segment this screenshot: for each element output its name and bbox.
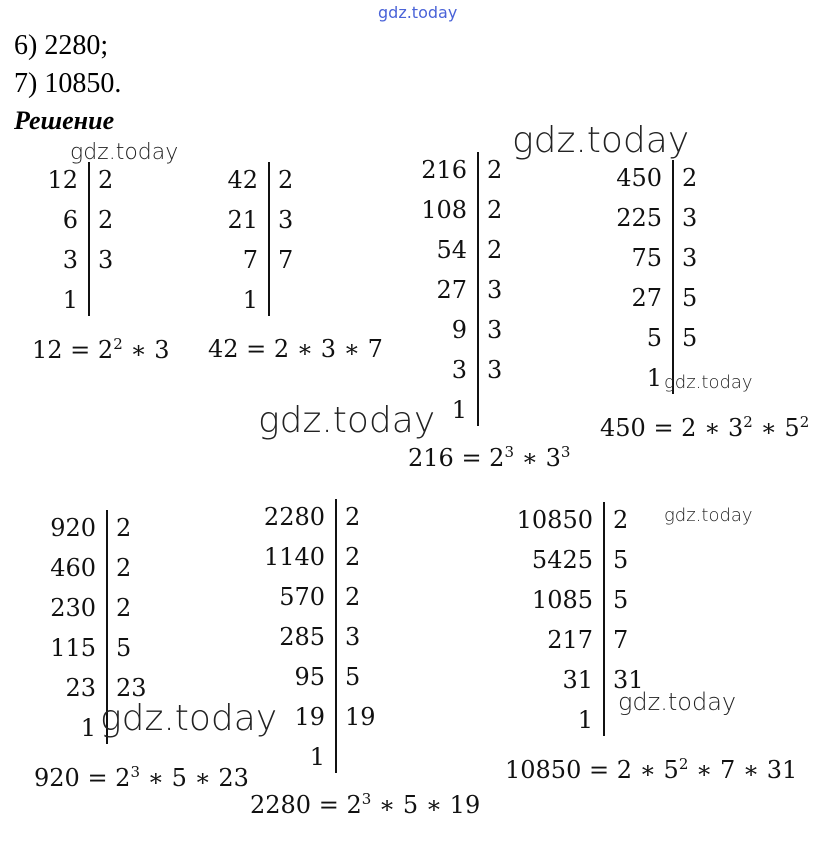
dividend: 460 <box>50 554 96 582</box>
division-line <box>477 152 479 426</box>
divisor: 3 <box>487 316 503 344</box>
divisor: 3 <box>278 206 294 234</box>
divisor: 7 <box>278 246 294 274</box>
dividend: 95 <box>294 663 325 691</box>
dividend: 570 <box>279 583 325 611</box>
dividend: 108 <box>421 196 467 224</box>
divisor: 2 <box>487 236 503 264</box>
divisor: 2 <box>98 206 114 234</box>
dividend: 1 <box>80 714 96 742</box>
dividend: 23 <box>65 674 96 702</box>
dividend: 1 <box>62 286 78 314</box>
divisor: 2 <box>487 196 503 224</box>
dividend: 19 <box>294 703 325 731</box>
dividend: 1 <box>646 364 662 392</box>
dividend: 217 <box>547 626 593 654</box>
divisor: 3 <box>682 204 698 232</box>
dividend: 5 <box>646 324 662 352</box>
division-line <box>603 502 605 736</box>
divisor: 2 <box>682 164 698 192</box>
dividend: 920 <box>50 514 96 542</box>
divisor: 2 <box>278 166 294 194</box>
divisor: 2 <box>613 506 629 534</box>
divisor: 5 <box>116 634 132 662</box>
result-2280: $2280 = 2^3$ ∗ 5 ∗ 19 <box>250 790 481 819</box>
watermark-4: gdz.today <box>258 400 436 441</box>
dividend: 5425 <box>531 546 593 574</box>
divisor: 19 <box>345 703 376 731</box>
divisor: 2 <box>345 503 361 531</box>
dividend: 27 <box>631 284 662 312</box>
dividend: 3 <box>451 356 467 384</box>
solution-heading: Решение <box>14 106 115 135</box>
dividend: 54 <box>436 236 467 264</box>
dividend: 10850 <box>516 506 593 534</box>
dividend: 7 <box>242 246 258 274</box>
dividend: 42 <box>227 166 258 194</box>
dividend: 1085 <box>531 586 593 614</box>
divisor: 5 <box>613 546 629 574</box>
dividend: 1 <box>577 706 593 734</box>
item-7: 7) 10850. <box>14 68 122 99</box>
divisor: 3 <box>682 244 698 272</box>
result-450: 450 = 2 ∗ $3^2$ ∗ $5^2$ <box>600 413 810 442</box>
divisor: 5 <box>682 324 698 352</box>
dividend: 3 <box>62 246 78 274</box>
divisor: 2 <box>116 554 132 582</box>
watermark-3: gdz.today <box>664 372 753 393</box>
divisor: 23 <box>116 674 147 702</box>
dividend: 12 <box>47 166 78 194</box>
dividend: 225 <box>616 204 662 232</box>
dividend: 2280 <box>263 503 325 531</box>
result-920: $920 = 2^3$ ∗ 5 ∗ 23 <box>34 763 249 792</box>
dividend: 1 <box>309 743 325 771</box>
dividend: 450 <box>616 164 662 192</box>
dividend: 21 <box>227 206 258 234</box>
dividend: 1140 <box>263 543 325 571</box>
dividend: 1 <box>242 286 258 314</box>
item-6: 6) 2280; <box>14 30 109 61</box>
divisor: 5 <box>345 663 361 691</box>
result-42: 42 = 2 ∗ 3 ∗ 7 <box>208 335 383 363</box>
result-10850: 10850 = 2 ∗ $5^2$ ∗ 7 ∗ 31 <box>505 755 798 784</box>
dividend: 75 <box>631 244 662 272</box>
divisor: 31 <box>613 666 644 694</box>
division-line <box>335 499 337 773</box>
dividend: 9 <box>451 316 467 344</box>
divisor: 3 <box>98 246 114 274</box>
dividend: 1 <box>451 396 467 424</box>
watermark-1: gdz.today <box>70 140 179 165</box>
dividend: 285 <box>279 623 325 651</box>
dividend: 115 <box>50 634 96 662</box>
dividend: 27 <box>436 276 467 304</box>
dividend: 216 <box>421 156 467 184</box>
result-12: $12 = 2^2$ ∗ 3 <box>32 335 170 364</box>
dividend: 6 <box>62 206 78 234</box>
divisor: 2 <box>116 514 132 542</box>
divisor: 3 <box>487 276 503 304</box>
watermark-5: gdz.today <box>664 505 753 526</box>
watermark-top: gdz.today <box>378 3 458 22</box>
result-216: $216 = 2^3$ ∗ $3^3$ <box>408 443 571 472</box>
divisor: 3 <box>487 356 503 384</box>
divisor: 2 <box>98 166 114 194</box>
division-line <box>88 162 90 316</box>
divisor: 2 <box>345 583 361 611</box>
divisor: 7 <box>613 626 629 654</box>
watermark-6: gdz.today <box>618 688 737 716</box>
divisor: 2 <box>487 156 503 184</box>
division-line <box>672 160 674 394</box>
divisor: 2 <box>345 543 361 571</box>
dividend: 230 <box>50 594 96 622</box>
divisor: 2 <box>116 594 132 622</box>
watermark-7: gdz.today <box>100 698 278 739</box>
dividend: 31 <box>562 666 593 694</box>
division-line <box>268 162 270 316</box>
divisor: 3 <box>345 623 361 651</box>
watermark-2: gdz.today <box>512 120 690 161</box>
divisor: 5 <box>613 586 629 614</box>
divisor: 5 <box>682 284 698 312</box>
